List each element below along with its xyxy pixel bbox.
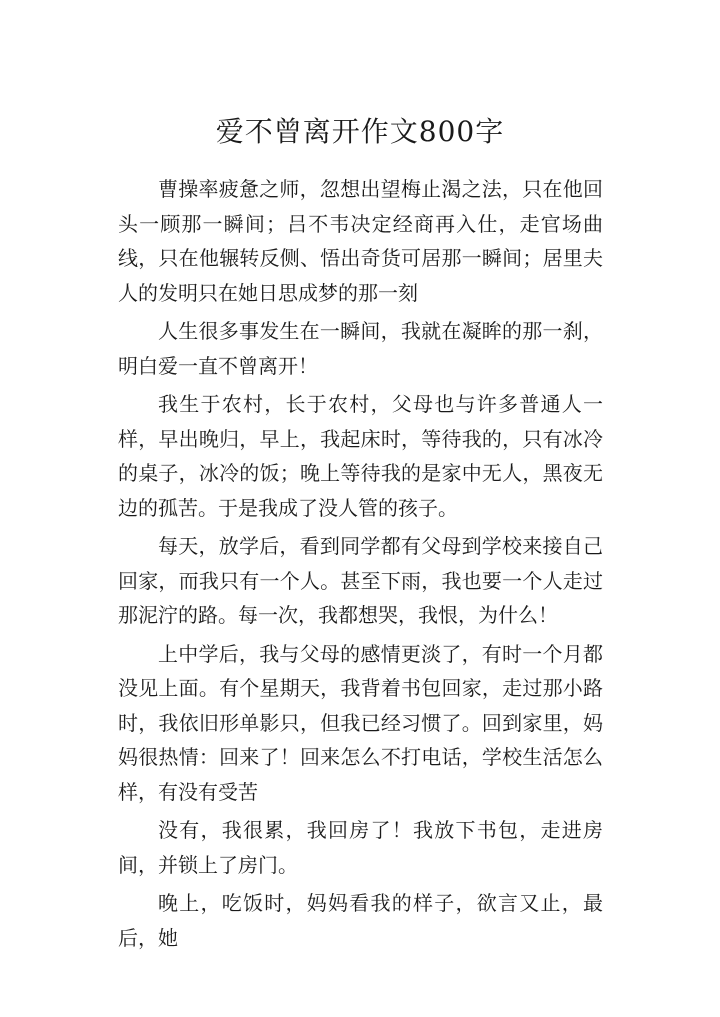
paragraph: 人生很多事发生在一瞬间，我就在凝眸的那一刹，明白爱一直不曾离开！ (118, 319, 603, 378)
paragraph: 没有，我很累，我回房了！我放下书包，走进房间，并锁上了房门。 (118, 818, 603, 877)
paragraph: 晚上，吃饭时，妈妈看我的样子，欲言又止，最后，她 (118, 891, 603, 950)
document-body (118, 172, 603, 959)
paragraph: 我生于农村，长于农村，父母也与许多普通人一样，早出晚归，早上，我起床时，等待我的，只有冰冷的桌子，冰冷的饭；晚上等待我的是家中无人，黑夜无边的孤苦。于是我成了没人管的孩子。 (118, 392, 603, 520)
document-title: 爱不曾离开作文800字 (215, 115, 505, 148)
paragraph: 上中学后，我与父母的感情更淡了，有时一个月都没见上面。有个星期天，我背着书包回家，走过那小路时，我依旧形单影只，但我已经习惯了。回到家里，妈妈很热情：回来了！回来怎么不打电话，学校生活怎么样，有没有受苦 (118, 641, 603, 804)
paragraph: 每天，放学后，看到同学都有父母到学校来接自己回家，而我只有一个人。甚至下雨，我也要一个人走过那泥泞的路。每一次，我都想哭，我恨，为什么！ (118, 534, 603, 627)
paragraph: 曹操率疲惫之师，忽想出望梅止渴之法，只在他回头一顾那一瞬间；吕不韦决定经商再入仕，走官场曲线，只在他辗转反侧、悟出奇货可居那一瞬间；居里夫人的发明只在她日思成梦的那一刻 (118, 177, 603, 305)
